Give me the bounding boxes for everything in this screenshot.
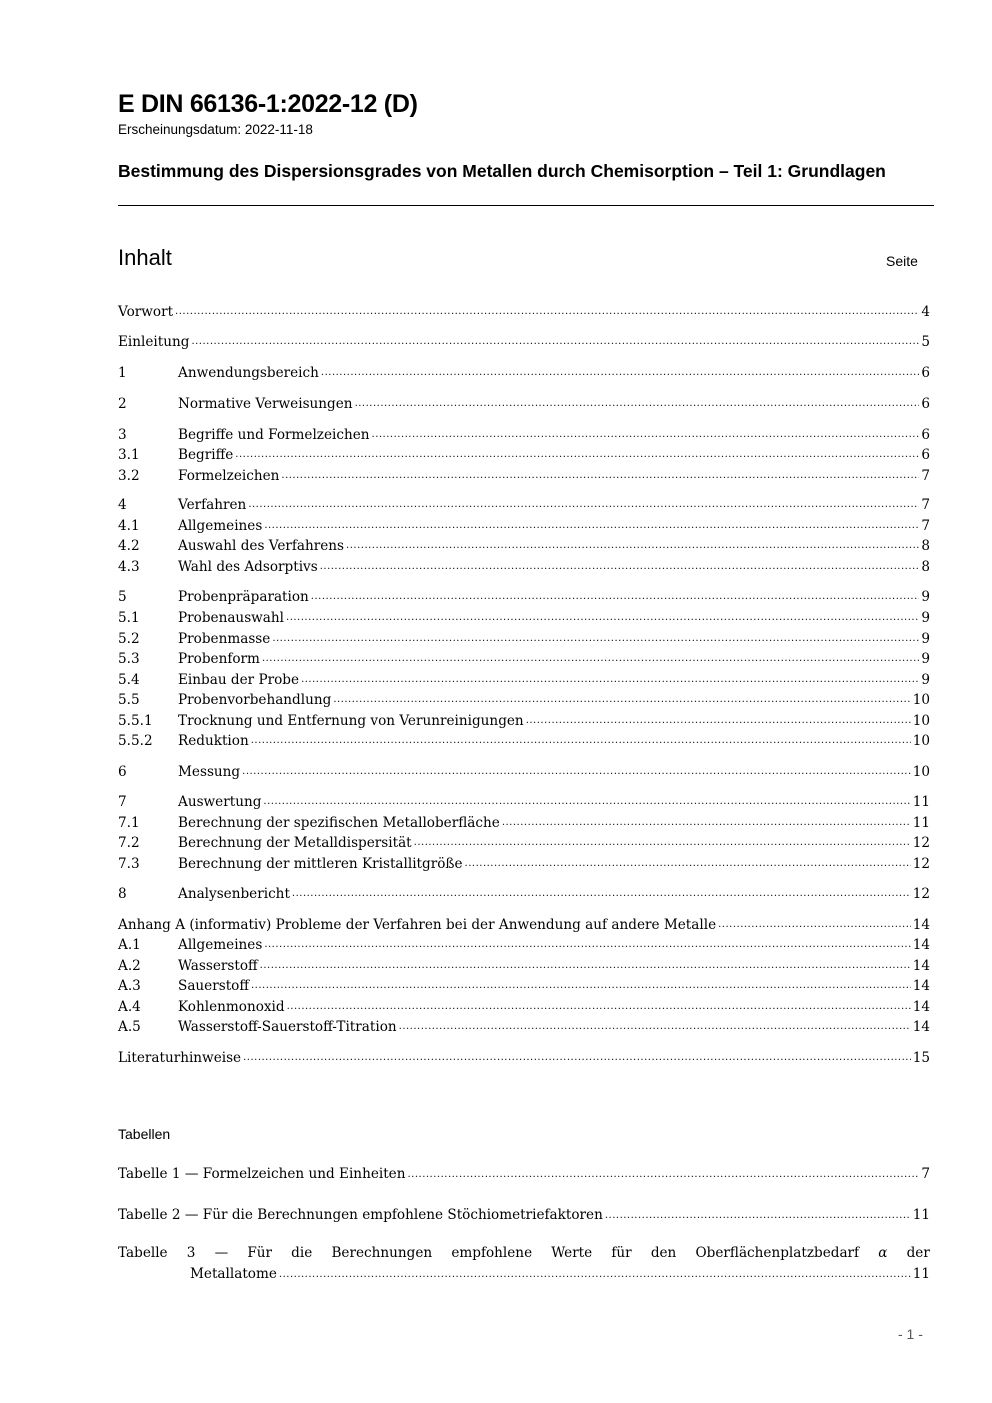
dot-leader — [465, 854, 911, 874]
toc-entry-page: 8 — [921, 559, 930, 575]
dot-leader — [262, 649, 919, 669]
toc-entry-page: 15 — [912, 1050, 930, 1066]
toc-entry-label: Trocknung und Entfernung von Verunreinigungen — [178, 713, 524, 729]
toc-entry[interactable] — [118, 884, 930, 904]
toc-entry-label: Probenauswahl — [178, 610, 285, 626]
toc-entry-page: 10 — [912, 764, 930, 780]
toc-entry-label: Messung — [178, 764, 241, 780]
page-number: - 1 - — [898, 1326, 923, 1342]
toc-entry-label: Auswahl des Verfahrens — [178, 538, 345, 554]
toc-entry-number: A.5 — [118, 1019, 141, 1035]
toc-entry-label: Berechnung der mittleren Kristallitgröße — [178, 856, 463, 872]
toc-entry-label: Begriffe und Formelzeichen — [178, 427, 370, 443]
dot-leader — [321, 363, 919, 383]
dot-leader — [399, 1017, 911, 1037]
toc-entry-page: 10 — [912, 713, 930, 729]
toc-entry-label: Reduktion — [178, 733, 249, 749]
table-entry-label: Tabelle 2 — Für die Berechnungen empfohlene Stöchiometriefaktoren — [118, 1207, 603, 1223]
dot-leader — [333, 690, 910, 710]
toc-entry[interactable] — [118, 557, 930, 577]
toc-entry-page: 5 — [921, 334, 930, 350]
toc-entry-page: 12 — [912, 835, 930, 851]
table-entry-word: — — [214, 1245, 229, 1261]
table-list-entry[interactable] — [118, 1205, 930, 1226]
toc-entry[interactable] — [118, 731, 930, 751]
toc-entry-page: 14 — [912, 999, 930, 1015]
toc-entry-number: 3.1 — [118, 447, 140, 463]
toc-entry-label: Auswertung — [178, 794, 262, 810]
dot-leader — [251, 976, 911, 996]
dot-leader — [281, 466, 919, 486]
toc-entry-label: Probenform — [178, 651, 260, 667]
toc-entry-page: 14 — [912, 958, 930, 974]
dot-leader — [355, 394, 920, 414]
dot-leader — [264, 516, 919, 536]
toc-entry-page: 12 — [912, 856, 930, 872]
toc-entry-label: Wasserstoff — [178, 958, 258, 974]
toc-entry-page: 9 — [921, 610, 930, 626]
toc-entry-number: 7.2 — [118, 835, 140, 851]
toc-entry-number: 4.2 — [118, 538, 140, 554]
table-entry-word: Für — [247, 1245, 273, 1261]
toc-entry-page: 6 — [921, 447, 930, 463]
document-title: Bestimmung des Dispersionsgrades von Metallen durch Chemisorption – Teil 1: Grundlagen — [118, 161, 886, 181]
table-entry-word: Oberflächenplatzbedarf — [695, 1245, 860, 1261]
table-entry-word: die — [291, 1245, 313, 1261]
dot-leader — [372, 425, 920, 445]
toc-entry-page: 4 — [921, 304, 930, 320]
toc-entry-number: 4.3 — [118, 559, 140, 575]
table-entry-word: empfohlene — [451, 1245, 533, 1261]
toc-entry-label: Verfahren — [178, 497, 247, 513]
toc-entry-page: 14 — [912, 937, 930, 953]
table-entry-word: α — [878, 1245, 888, 1261]
toc-entry[interactable] — [118, 1048, 930, 1068]
toc-entry-number: 5.5.1 — [118, 713, 153, 729]
table-entry-page: 11 — [912, 1207, 930, 1223]
toc-entry[interactable] — [118, 935, 930, 955]
toc-entry-page: 14 — [912, 1019, 930, 1035]
toc-entry[interactable] — [118, 649, 930, 669]
toc-entry-number: 7.1 — [118, 815, 140, 831]
toc-entry-number: 5.1 — [118, 610, 140, 626]
toc-entry-label: Probenpräparation — [178, 589, 309, 605]
toc-entry-label: Sauerstoff — [178, 978, 249, 994]
toc-entry-page: 6 — [921, 427, 930, 443]
dot-leader — [502, 813, 911, 833]
toc-entry-label: Formelzeichen — [178, 468, 280, 484]
toc-entry-label: Berechnung der spezifischen Metalloberfläche — [178, 815, 500, 831]
toc-entry[interactable] — [118, 495, 930, 515]
toc-entry-number: 3 — [118, 427, 127, 443]
dot-leader — [263, 792, 910, 812]
dot-leader — [287, 997, 911, 1017]
toc-entry[interactable] — [118, 854, 930, 874]
toc-entry[interactable] — [118, 956, 930, 976]
toc-entry-page: 6 — [921, 396, 930, 412]
toc-entry-page: 10 — [912, 733, 930, 749]
toc-entry-label: Vorwort — [118, 304, 174, 320]
document-number: E DIN 66136-1:2022-12 (D) — [118, 90, 418, 118]
toc-entry[interactable] — [118, 833, 930, 853]
dot-leader — [286, 608, 919, 628]
table-entry-word: Werte — [551, 1245, 593, 1261]
toc-entry[interactable] — [118, 608, 930, 628]
toc-entry[interactable] — [118, 997, 930, 1017]
toc-entry-number: A.4 — [118, 999, 141, 1015]
dot-leader — [320, 557, 920, 577]
dot-leader — [279, 1264, 911, 1285]
toc-entry[interactable] — [118, 363, 930, 383]
toc-entry-number: 7.3 — [118, 856, 140, 872]
toc-entry-page: 7 — [921, 468, 930, 484]
toc-entry-number: 5.3 — [118, 651, 140, 667]
toc-entry-page: 14 — [912, 978, 930, 994]
toc-entry[interactable] — [118, 690, 930, 710]
toc-entry-number: 6 — [118, 764, 127, 780]
toc-entry-number: 5.5.2 — [118, 733, 153, 749]
toc-entry-page: 9 — [921, 651, 930, 667]
toc-entry-number: A.2 — [118, 958, 141, 974]
dot-leader — [292, 884, 911, 904]
dot-leader — [301, 670, 919, 690]
dot-leader — [414, 833, 911, 853]
toc-entry-page: 12 — [912, 886, 930, 902]
table-entry-page: 7 — [921, 1166, 930, 1182]
toc-entry[interactable] — [118, 536, 930, 556]
toc-entry-label: Begriffe — [178, 447, 234, 463]
toc-entry-number: 5 — [118, 589, 127, 605]
toc-entry-page: 7 — [921, 497, 930, 513]
toc-entry[interactable] — [118, 976, 930, 996]
toc-entry-label: Analysenbericht — [178, 886, 290, 902]
toc-entry-page: 14 — [912, 917, 930, 933]
toc-entry-number: 4.1 — [118, 518, 140, 534]
toc-entry[interactable] — [118, 516, 930, 536]
toc-entry-label: Allgemeines — [178, 937, 263, 953]
toc-entry[interactable] — [118, 711, 930, 731]
toc-entry-label: Probenvorbehandlung — [178, 692, 332, 708]
toc-entry-number: A.1 — [118, 937, 141, 953]
toc-entry[interactable] — [118, 587, 930, 607]
toc-entry-number: A.3 — [118, 978, 141, 994]
dot-leader — [311, 587, 920, 607]
toc-entry[interactable] — [118, 1017, 930, 1037]
dot-leader — [718, 915, 911, 935]
dot-leader — [272, 629, 919, 649]
toc-entry-page: 6 — [921, 365, 930, 381]
dot-leader — [251, 731, 911, 751]
table-entry-label: Metallatome — [190, 1266, 277, 1282]
toc-entry[interactable] — [118, 332, 930, 352]
toc-entry-number: 5.2 — [118, 631, 140, 647]
dot-leader — [346, 536, 919, 556]
toc-entry[interactable] — [118, 813, 930, 833]
dot-leader — [260, 956, 911, 976]
dot-leader — [191, 332, 919, 352]
toc-entry-page: 7 — [921, 518, 930, 534]
tables-heading: Tabellen — [118, 1126, 171, 1142]
dot-leader — [243, 1048, 911, 1068]
toc-entry[interactable] — [118, 466, 930, 486]
table-entry-label-line — [118, 1243, 930, 1264]
table-entry-word: 3 — [186, 1245, 196, 1261]
toc-entry[interactable] — [118, 762, 930, 782]
toc-entry-number: 1 — [118, 365, 127, 381]
toc-entry[interactable] — [118, 670, 930, 690]
toc-entry-number: 7 — [118, 794, 127, 810]
table-entry-word: den — [650, 1245, 677, 1261]
toc-entry-number: 5.5 — [118, 692, 140, 708]
toc-entry-number: 3.2 — [118, 468, 140, 484]
toc-entry-label: Literaturhinweise — [118, 1050, 242, 1066]
dot-leader — [248, 495, 919, 515]
dot-leader — [526, 711, 911, 731]
toc-entry-number: 5.4 — [118, 672, 140, 688]
title-divider — [118, 205, 934, 206]
toc-entry[interactable] — [118, 792, 930, 812]
toc-entry-label: Anhang A (informativ) Probleme der Verfahren bei der Anwendung auf andere Metalle — [118, 917, 717, 933]
table-entry-page: 11 — [912, 1266, 930, 1282]
toc-heading: Inhalt — [118, 245, 172, 270]
dot-leader — [242, 762, 911, 782]
table-list-entry[interactable] — [118, 1243, 930, 1285]
toc-entry-label: Kohlenmonoxid — [178, 999, 285, 1015]
toc-entry-label: Probenmasse — [178, 631, 271, 647]
toc-entry[interactable] — [118, 425, 930, 445]
toc-entry-page: 9 — [921, 631, 930, 647]
toc-entry-label: Wasserstoff-Sauerstoff-Titration — [178, 1019, 397, 1035]
page-column-label: Seite — [886, 253, 918, 269]
toc-entry-number: 4 — [118, 497, 127, 513]
toc-entry-page: 11 — [912, 815, 930, 831]
toc-entry-page: 9 — [921, 589, 930, 605]
dot-leader — [605, 1205, 911, 1226]
table-list-entry[interactable] — [118, 1164, 930, 1185]
toc-entry-label: Allgemeines — [178, 518, 263, 534]
table-entry-word: Berechnungen — [331, 1245, 433, 1261]
toc-entry-label: Berechnung der Metalldispersität — [178, 835, 412, 851]
toc-entry-number: 2 — [118, 396, 127, 412]
toc-entry-label: Wahl des Adsorptivs — [178, 559, 318, 575]
toc-entry[interactable] — [118, 302, 930, 322]
toc-entry-label: Normative Verweisungen — [178, 396, 353, 412]
toc-entry-label: Einleitung — [118, 334, 190, 350]
toc-entry-page: 11 — [912, 794, 930, 810]
toc-entry[interactable] — [118, 915, 930, 935]
dot-leader — [235, 445, 919, 465]
toc-entry-label: Anwendungsbereich — [178, 365, 319, 381]
toc-entry-page: 9 — [921, 672, 930, 688]
toc-entry-page: 8 — [921, 538, 930, 554]
table-entry-word: der — [906, 1245, 930, 1261]
toc-entry[interactable] — [118, 629, 930, 649]
dot-leader — [264, 935, 910, 955]
toc-entry-number: 8 — [118, 886, 127, 902]
table-entry-word: Tabelle — [118, 1245, 168, 1261]
publication-date: Erscheinungsdatum: 2022-11-18 — [118, 122, 313, 137]
toc-entry[interactable] — [118, 445, 930, 465]
dot-leader — [407, 1164, 919, 1185]
dot-leader — [175, 302, 919, 322]
toc-entry[interactable] — [118, 394, 930, 414]
table-entry-label: Tabelle 1 — Formelzeichen und Einheiten — [118, 1166, 406, 1182]
toc-entry-page: 10 — [912, 692, 930, 708]
toc-entry-label: Einbau der Probe — [178, 672, 300, 688]
table-entry-word: für — [611, 1245, 632, 1261]
